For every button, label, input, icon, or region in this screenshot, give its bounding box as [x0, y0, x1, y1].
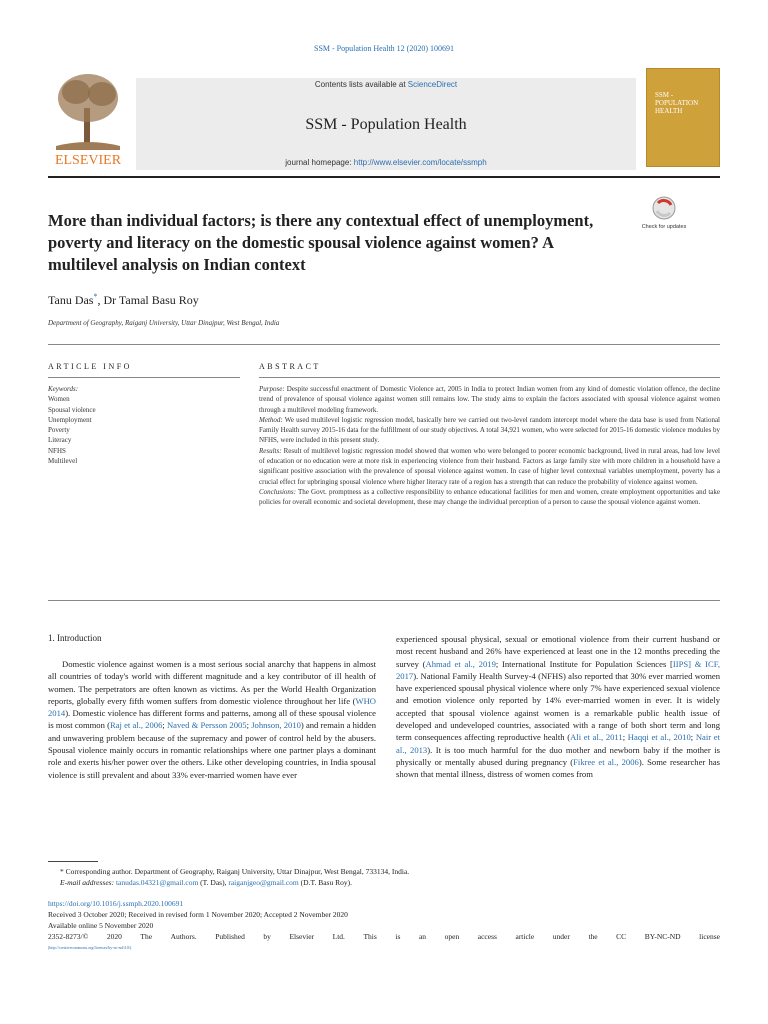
keyword-item: Spousal violence	[48, 405, 96, 414]
citation-link[interactable]: Haqqi et al., 2010	[627, 732, 691, 743]
contents-prefix: Contents lists available at	[314, 80, 408, 89]
journal-title[interactable]: SSM - Population Health	[305, 116, 467, 133]
license-word: Published	[215, 932, 245, 941]
received-dates: Received 3 October 2020; Received in revised form 1 November 2020; Accepted 2 November 2020	[48, 910, 348, 919]
journal-header	[48, 68, 720, 170]
license-line	[48, 931, 720, 942]
license-word: 2020	[106, 932, 122, 941]
intro-column-right	[396, 633, 720, 781]
contents-line	[136, 80, 636, 89]
citation-link[interactable]: WHO 2014	[48, 695, 376, 719]
body-text: ) and remain a hidden and unwavering problem because of the supremacy and power of control held by the abusers. Spousal violence mainly occurs in romantic relationships where one partner plays a dominant role and exerts his/her power over the others. Like other developing countries, in India spousal violence is still prevalent and about 33% ever-married women have ever	[48, 720, 376, 780]
body-text: Domestic violence against women is a most serious social anarchy that happens in almost all countries of today's world with different magnitude and a key contributor of ill health of women. The perpetrators are often known as victims. As per the World Health Organization reports, globally every fifth women suffers from domestic violence throughout her life (	[48, 659, 376, 706]
keyword-item: Women	[48, 395, 70, 404]
method-text: We used multilevel logistic regression model, basically here we carried out two-level random intercept model where the data base is used from National Family Health survey 2015-16 data for the fulfillment of our study objectives. A total 34,921 women, who were selected for 2015-16 domestic violence modules by NFHS, were included in this present study.	[259, 415, 720, 445]
journal-cover-thumbnail[interactable]	[646, 68, 720, 167]
keyword-item: Multilevel	[48, 457, 78, 466]
purpose-label: Purpose:	[259, 385, 285, 393]
email-owner: (T. Das),	[198, 878, 229, 887]
license-word: This	[363, 932, 377, 941]
body-text: ). National Family Health Survey-4 (NFHS) also reported that 30% ever married women have experienced spousal physical violence where only 7% have experienced sexual violence and emotion violence only reported by 14% ever-married women in ever. It is widely accepted that spousal violence against women is a remarkable public health issue of developed and undeveloped countries, associated with a range of both short term and long term consequences affecting reproductive health (	[396, 670, 720, 743]
article-info-heading: ARTICLE INFO	[48, 362, 132, 371]
body-text: ; International Institute for Population Sciences [	[495, 658, 673, 669]
keywords-label: Keywords:	[48, 385, 79, 393]
license-word: Ltd.	[332, 932, 345, 941]
header-rule	[48, 176, 720, 178]
license-word: open	[444, 932, 460, 941]
body-text: ;	[246, 720, 252, 731]
abstract-method	[259, 415, 720, 446]
author-2[interactable]: , Dr Tamal Basu Roy	[97, 293, 199, 307]
homepage-link[interactable]: http://www.elsevier.com/locate/ssmph	[353, 158, 487, 167]
homepage-line	[136, 158, 636, 167]
license-word: is	[395, 932, 401, 941]
results-label: Results:	[259, 446, 282, 455]
divider	[48, 600, 720, 601]
body-text: ). Domestic violence has different forms and patterns, among all of these spousal violence is most common (	[48, 708, 376, 731]
license-word: Elsevier	[289, 932, 315, 941]
license-link[interactable]: (http://creativecommons.org/licenses/by-nc-nd/4.0/).	[48, 945, 133, 950]
abstract-results	[259, 446, 720, 487]
license-word: the	[588, 932, 598, 941]
citation-link[interactable]: Naved & Persson 2005	[166, 720, 247, 731]
footnote-rule	[48, 861, 98, 862]
keyword-item: Unemployment	[48, 415, 92, 424]
elsevier-wordmark: ELSEVIER	[54, 153, 122, 168]
citation-link[interactable]: Ahmad et al., 2019	[425, 658, 496, 669]
divider	[259, 377, 720, 378]
doi-link[interactable]: https://doi.org/10.1016/j.ssmph.2020.100691	[48, 899, 184, 908]
license-word: 2352-8273/©	[48, 932, 89, 941]
conclusions-text: The Govt. promptness as a collective responsibility to enhance educational facilities for men and women, create employment opportunities and take policies for overall economic and societal development, these may change the individual perception of a person to cause the spousal violence against women.	[259, 487, 720, 507]
body-text: experienced spousal physical, sexual or emotional violence from their current husband or most recent husband and 26% have experienced at least one in the 12 months preceding the survey (	[396, 634, 720, 669]
citation-link[interactable]: Ali et al., 2011	[570, 732, 623, 743]
citation-link[interactable]: IIPS] & ICF, 2017	[396, 658, 720, 681]
body-text: ;	[622, 732, 628, 743]
author-list	[48, 292, 199, 308]
citation-link[interactable]: Johnson, 2010	[251, 720, 301, 731]
license-word: an	[418, 932, 427, 941]
license-word: BY-NC-ND	[644, 932, 681, 941]
intro-column-left	[48, 658, 376, 781]
elsevier-tree-icon	[48, 68, 128, 168]
cover-title: SSM - POPULATION HEALTH	[655, 91, 699, 115]
citation-link[interactable]: Nair et al., 2013	[396, 732, 720, 755]
abstract-conclusions	[259, 487, 720, 508]
license-word: license	[699, 932, 720, 941]
license-word: access	[477, 932, 497, 941]
section-heading: 1. Introduction	[48, 633, 102, 643]
abstract-heading: ABSTRACT	[259, 362, 321, 371]
affiliation: Department of Geography, Raiganj University, Uttar Dinajpur, West Bengal, India	[48, 319, 280, 327]
email-label: E-mail addresses:	[60, 878, 115, 887]
body-text: ;	[162, 720, 167, 731]
check-for-updates-icon	[641, 194, 687, 236]
body-text: ;	[690, 732, 696, 743]
keywords-block	[48, 384, 240, 466]
elsevier-logo[interactable]	[48, 68, 128, 168]
citation-link[interactable]: Fikree et al., 2006	[573, 756, 639, 767]
abstract-body	[259, 384, 720, 508]
article-title: More than individual factors; is there any contextual effect of unemployment, poverty and literacy on the domestic spousal violence against women? A multilevel analysis on Indian context	[48, 211, 594, 274]
keyword-item: NFHS	[48, 446, 66, 455]
citation-link[interactable]: Raj et al., 2006	[109, 720, 163, 731]
check-for-updates-badge[interactable]	[641, 194, 687, 236]
license-word: CC	[616, 932, 627, 941]
email-link[interactable]: tanudas.04321@gmail.com	[115, 878, 199, 887]
email-owner: (D.T. Basu Roy).	[298, 878, 352, 887]
body-text: ). It is too much harmful for the duo mother and newborn baby if the mother is physically or mentally abused during pregnancy (	[396, 744, 720, 767]
license-word: article	[515, 932, 535, 941]
license-word: under	[552, 932, 570, 941]
keyword-item: Poverty	[48, 426, 70, 435]
running-head[interactable]: SSM - Population Health 12 (2020) 100691	[314, 44, 454, 53]
license-word: The	[140, 932, 153, 941]
results-text: Result of multilevel logistic regression model showed that women who were belonged to poorer economic background, lived in rural areas, had low level of education or no education were at more risk in experiencing violence from their husband. Factors as large family size with more children in a household have a significant positive association with the prevalence of spousal violence against women. In case of higher level contextual variables unemployment, poverty has a crucial effect for upbringing spousal violence where higher literacy rate of a region has a strength that can reduce the probability of violence against women.	[259, 446, 720, 486]
email-note	[48, 877, 720, 888]
abstract-purpose	[259, 384, 720, 415]
sciencedirect-link[interactable]: ScienceDirect	[407, 80, 458, 89]
conclusions-label: Conclusions:	[259, 487, 296, 496]
corresponding-author-mark[interactable]: *	[93, 292, 98, 301]
license-word: Authors.	[170, 932, 197, 941]
divider	[48, 344, 720, 345]
method-label: Method:	[259, 415, 283, 424]
divider	[48, 377, 240, 378]
available-online: Available online 5 November 2020	[48, 921, 154, 930]
check-badge-label: Check for updates	[641, 224, 687, 230]
corresponding-author-note: * Corresponding author. Department of Geography, Raiganj University, Uttar Dinajpur, West Bengal, 733134, India.	[60, 867, 410, 876]
purpose-text: Despite successful enactment of Domestic Violence act, 2005 in India to protect Indian women from any kind of domestic violation offence, the decline trend of prevalence of spousal violence against women still remains low. The study aims to explain the factors associated with spousal violence against women through a multilevel modeling framework.	[259, 385, 720, 414]
homepage-prefix: journal homepage:	[285, 158, 354, 167]
author-1[interactable]: Tanu Das	[48, 293, 94, 307]
keyword-item: Literacy	[48, 436, 72, 445]
publication-info	[48, 898, 720, 953]
journal-banner	[136, 78, 636, 170]
email-link[interactable]: raiganjgeo@gmail.com	[228, 878, 299, 887]
license-word: by	[263, 932, 271, 941]
footnotes	[48, 866, 720, 888]
body-text: ). Some researcher has shown that mental illness, distress of women comes from	[396, 756, 720, 780]
